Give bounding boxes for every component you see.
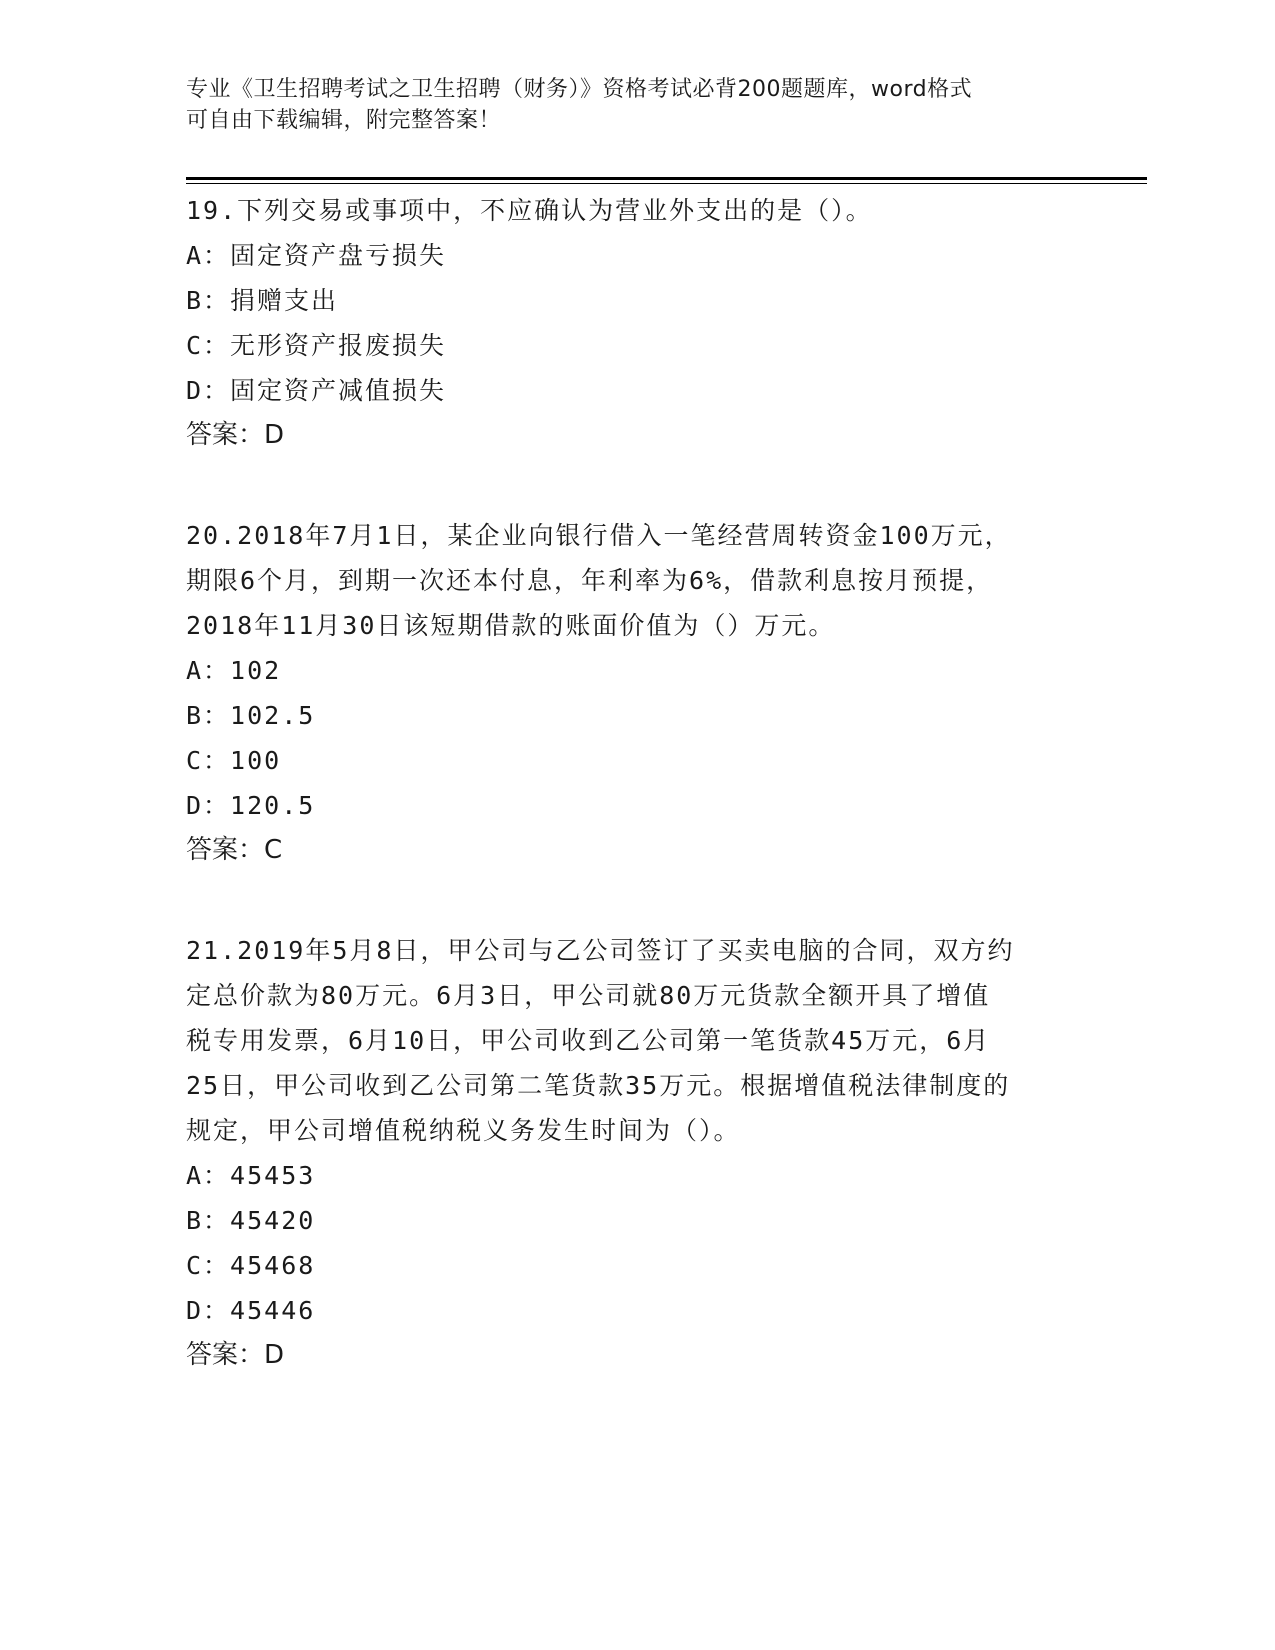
question-21 — [186, 928, 1086, 1378]
question-stem: 税专用发票，6月10日，甲公司收到乙公司第一笔货款45万元，6月 — [186, 1026, 991, 1055]
question-19 — [186, 188, 1086, 458]
header-line-1: 专业《卫生招聘考试之卫生招聘（财务）》资格考试必背200题题库，word格式 — [186, 77, 973, 102]
question-stem: 20.2018年7月1日，某企业向银行借入一笔经营周转资金100万元， — [186, 521, 1012, 550]
question-stem: 期限6个月，到期一次还本付息，年利率为6%，借款利息按月预提， — [186, 566, 994, 595]
question-20 — [186, 513, 1086, 873]
answer: 答案：D — [186, 420, 285, 450]
header-rule-thick — [186, 177, 1147, 180]
header-line-2: 可自由下载编辑，附完整答案！ — [186, 108, 502, 133]
header-rule-thin — [186, 183, 1147, 184]
option-c: C：100 — [186, 746, 282, 775]
question-stem: 规定，甲公司增值税纳税义务发生时间为（）。 — [186, 1116, 741, 1145]
question-stem: 25日，甲公司收到乙公司第二笔货款35万元。根据增值税法律制度的 — [186, 1071, 1011, 1100]
option-d: D：120.5 — [186, 791, 316, 820]
option-a: A：固定资产盘亏损失 — [186, 241, 447, 270]
option-b: B：102.5 — [186, 701, 316, 730]
option-c: C：无形资产报废损失 — [186, 331, 447, 360]
question-stem: 21.2019年5月8日，甲公司与乙公司签订了买卖电脑的合同，双方约 — [186, 936, 1015, 965]
option-d: D：45446 — [186, 1296, 316, 1325]
option-a: A：102 — [186, 656, 282, 685]
option-d: D：固定资产减值损失 — [186, 376, 447, 405]
answer: 答案：C — [186, 835, 283, 865]
question-list — [186, 188, 1086, 1433]
option-c: C：45468 — [186, 1251, 316, 1280]
option-b: B：45420 — [186, 1206, 316, 1235]
question-stem: 2018年11月30日该短期借款的账面价值为（）万元。 — [186, 611, 836, 640]
option-b: B：捐赠支出 — [186, 286, 339, 315]
option-a: A：45453 — [186, 1161, 316, 1190]
answer: 答案：D — [186, 1340, 285, 1370]
question-stem: 定总价款为80万元。6月3日，甲公司就80万元货款全额开具了增值 — [186, 981, 991, 1010]
page-header — [186, 74, 1086, 136]
question-stem: 19.下列交易或事项中，不应确认为营业外支出的是（）。 — [186, 196, 873, 225]
